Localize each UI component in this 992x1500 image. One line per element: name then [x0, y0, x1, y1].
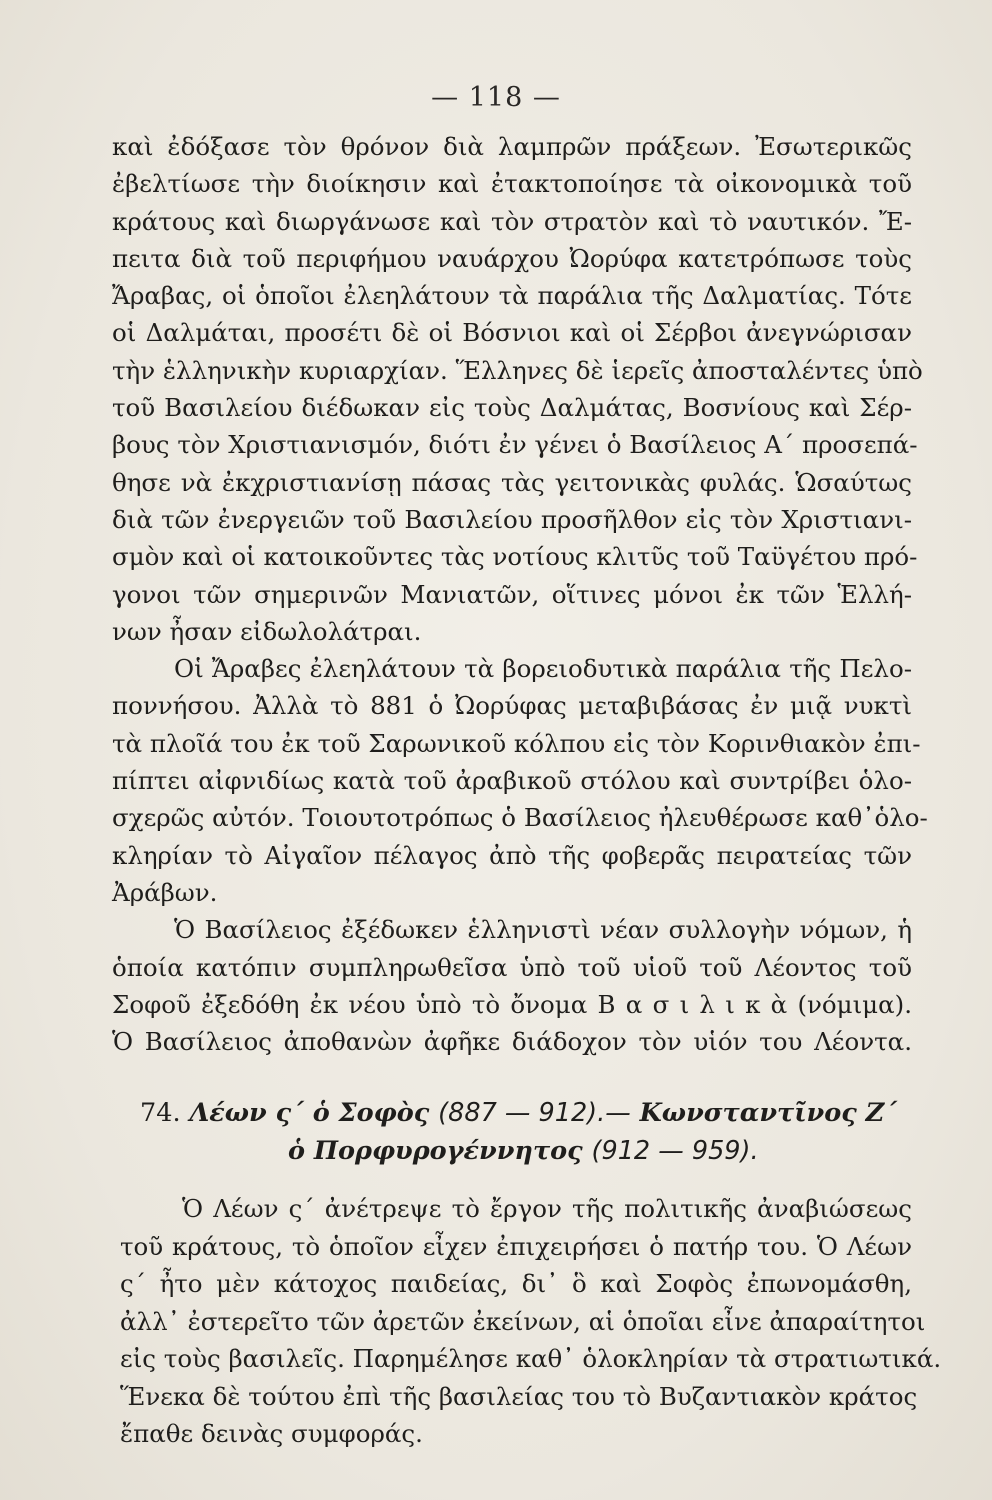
- section-dates-leo: (887 — 912).—: [438, 1098, 631, 1128]
- text-line: κράτους καὶ διωργάνωσε καὶ τὸν στρατὸν καὶ τὸ ναυτικόν. Ἔ-: [112, 206, 912, 236]
- text-line: σχερῶς αὐτόν. Τοιουτοτρόπως ὁ Βασίλειος ἠλευθέρωσε καθ᾿ὁλο-: [112, 803, 928, 833]
- text-line: τὴν ἑλληνικὴν κυριαρχίαν. Ἕλληνες δὲ ἱερεῖς ἀποσταλέντες ὑπὸ: [112, 355, 923, 385]
- text-line: ς΄ ἦτο μὲν κάτοχος παιδείας, δι᾿ ὃ καὶ Σοφὸς ἐπωνομάσθη,: [120, 1269, 912, 1298]
- section-title-constantine: Κωνσταντῖνος Ζ΄: [639, 1098, 898, 1128]
- text-line: νων ἦσαν εἰδωλολάτραι.: [112, 616, 422, 646]
- paragraph-3: [112, 911, 912, 1060]
- page-number: — 118 —: [431, 82, 561, 113]
- text-line: Ὁ Βασίλειος ἐξέδωκεν ἑλληνιστὶ νέαν συλλογὴν νόμων, ἡ: [174, 915, 912, 945]
- text-line: εἰς τοὺς βασιλεῖς. Παρημέλησε καθ᾿ ὁλοκληρίαν τὰ στρατιωτικά.: [120, 1344, 942, 1373]
- text-line: καὶ ἐδόξασε τὸν θρόνον διὰ λαμπρῶν πράξεων. Ἐσωτερικῶς: [112, 132, 912, 161]
- paragraph-2: [112, 650, 928, 911]
- section-dates-constantine: (912 — 959).: [591, 1136, 759, 1166]
- section-title-leo: Λέων ς΄ ὁ Σοφὸς: [189, 1098, 430, 1128]
- text-line: διὰ τῶν ἐνεργειῶν τοῦ Βασιλείου προσῆλθον εἰς τὸν Χριστιανι-: [112, 504, 912, 534]
- text-line: Ὁ Λέων ς΄ ἀνέτρεψε τὸ ἔργον τῆς πολιτικῆς ἀναβιώσεως: [182, 1194, 912, 1223]
- text-line: πειτα διὰ τοῦ περιφήμου ναυάρχου Ὠορύφα κατετρόπωσε τοὺς: [112, 243, 912, 273]
- text-line: ποννήσου. Ἀλλὰ τὸ 881 ὁ Ὠορύφας μεταβιβάσας ἐν μιᾷ νυκτὶ: [112, 691, 912, 721]
- text-line: Ἕνεκα δὲ τούτου ἐπὶ τῆς βασιλείας του τὸ Βυζαντιακὸν κράτος: [120, 1381, 918, 1411]
- section-heading-line-1: [140, 1094, 910, 1132]
- text-line: οἱ Δαλμάται, προσέτι δὲ οἱ Βόσνιοι καὶ οἱ Σέρβοι ἀνεγνώρισαν: [112, 318, 912, 348]
- section-title-porphyrogennetos: ὁ Πορφυρογέννητος: [288, 1136, 583, 1166]
- text-line: Ἄραβας, οἱ ὁποῖοι ἐλεηλάτουν τὰ παράλια τῆς Δαλματίας. Τότε: [112, 281, 912, 311]
- text-line: τοῦ Βασιλείου διέδωκαν εἰς τοὺς Δαλμάτας, Βοσνίους καὶ Σέρ-: [112, 393, 912, 423]
- text-line: ἀλλ᾿ ἐστερεῖτο τῶν ἀρετῶν ἐκείνων, αἱ ὁποῖαι εἶνε ἀπαραίτητοι: [120, 1306, 926, 1336]
- text-line: βους τὸν Χριστιανισμόν, διότι ἐν γένει ὁ Βασίλειος Α΄ προσεπά-: [112, 430, 918, 460]
- paragraph-4: [120, 1190, 942, 1453]
- paragraph-1: [112, 128, 923, 650]
- text-line: Σοφοῦ ἐξεδόθη ἐκ νέου ὑπὸ τὸ ὄνομα Β α σ ι λ ι κ ὰ (νόμιμα).: [112, 989, 912, 1019]
- section-heading: [140, 1094, 910, 1170]
- text-line: ἐβελτίωσε τὴν διοίκησιν καὶ ἐτακτοποίησε τὰ οἰκονομικὰ τοῦ: [112, 169, 912, 199]
- text-line: Ἀράβων.: [112, 877, 218, 907]
- text-line: γονοι τῶν σημερινῶν Μανιατῶν, οἵτινες μόνοι ἐκ τῶν Ἑλλή-: [112, 579, 912, 609]
- text-line: ἔπαθε δεινὰς συμφοράς.: [120, 1419, 423, 1448]
- main-text-block: [112, 128, 928, 1060]
- text-line: σμὸν καὶ οἱ κατοικοῦντες τὰς νοτίους κλιτῦς τοῦ Ταϋγέτου πρό-: [112, 542, 918, 572]
- text-line: πίπτει αἰφνιδίως κατὰ τοῦ ἀραβικοῦ στόλου καὶ συντρίβει ὁλο-: [112, 766, 912, 796]
- section-heading-line-2: [140, 1132, 910, 1170]
- section-number: 74.: [140, 1098, 181, 1128]
- text-line: ὁποία κατόπιν συμπληρωθεῖσα ὑπὸ τοῦ υἱοῦ τοῦ Λέοντος τοῦ: [112, 952, 912, 982]
- text-line: τοῦ κράτους, τὸ ὁποῖον εἶχεν ἐπιχειρήσει ὁ πατήρ του. Ὁ Λέων: [120, 1231, 912, 1261]
- text-line: Οἱ Ἄραβες ἐλεηλάτουν τὰ βορειοδυτικὰ παράλια τῆς Πελο-: [174, 654, 912, 684]
- text-line: κληρίαν τὸ Αἰγαῖον πέλαγος ἀπὸ τῆς φοβερᾶς πειρατείας τῶν: [112, 840, 912, 870]
- text-line: θησε νὰ ἐκχριστιανίσῃ πάσας τὰς γειτονικὰς φυλάς. Ὡσαύτως: [112, 467, 912, 497]
- text-line: Ὁ Βασίλειος ἀποθανὼν ἀφῆκε διάδοχον τὸν υἱόν του Λέοντα.: [112, 1027, 912, 1057]
- text-line: τὰ πλοῖά του ἐκ τοῦ Σαρωνικοῦ κόλπου εἰς τὸν Κορινθιακὸν ἐπι-: [112, 728, 921, 758]
